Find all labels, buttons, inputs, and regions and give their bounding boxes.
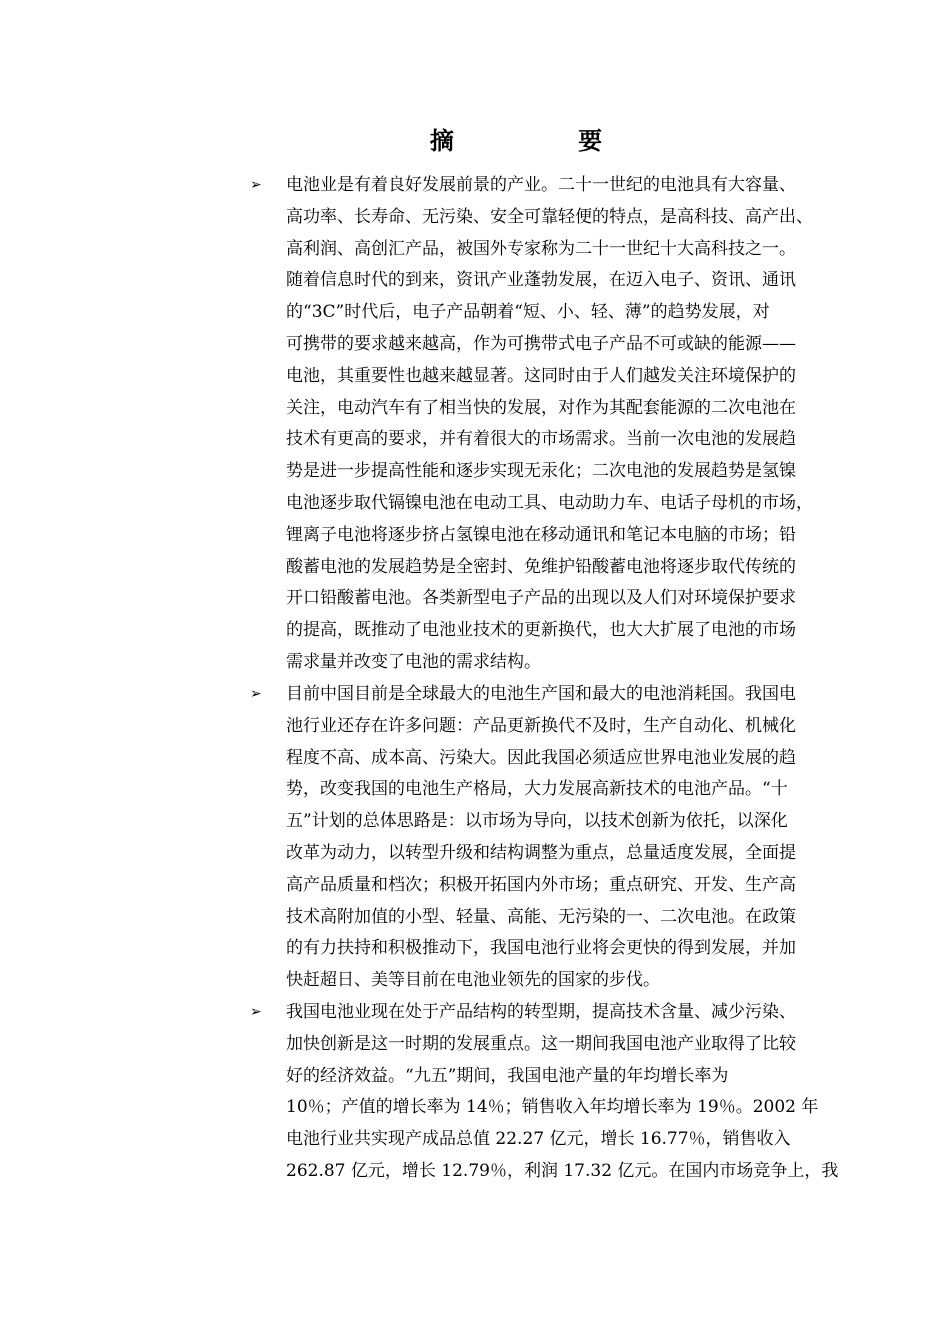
text-line: 高产品质量和档次；积极开拓国内外市场；重点研究、开发、生产高 — [286, 874, 796, 895]
text-line: 的“3C”时代后，电子产品朝着“短、小、轻、薄”的趋势发展，对 — [286, 302, 770, 323]
text-line: 电池业是有着良好发展前景的产业。二十一世纪的电池具有大容量、 — [286, 175, 796, 195]
text-line: 好的经济效益。“九五”期间，我国电池产量的年均增长率为 — [286, 1065, 729, 1086]
text-line: 技术有更高的要求，并有着很大的市场需求。当前一次电池的发展趋 — [286, 429, 796, 450]
text-line: 电池逐步取代镉镍电池在电动工具、电动助力车、电话子母机的市场， — [286, 492, 813, 513]
text-line: 酸蓄电池的发展趋势是全密封、免维护铅酸蓄电池将逐步取代传统的 — [286, 556, 796, 577]
text-line: 262.87 亿元，增长 12.79％，利润 17.32 亿元。在国内市场竞争上，我 — [286, 1160, 839, 1181]
text-line: 需求量并改变了电池的需求结构。 — [286, 651, 541, 672]
bullet-icon: ➢ — [250, 177, 262, 193]
text-line: 可携带的要求越来越高，作为可携带式电子产品不可或缺的能源—— — [286, 333, 796, 354]
paragraph-2 — [286, 679, 882, 997]
text-line: 电池行业共实现产成品总值 22.27 亿元，增长 16.77％，销售收入 — [286, 1129, 791, 1150]
text-line: 的有力扶持和积极推动下，我国电池行业将会更快的得到发展，并加 — [286, 938, 796, 959]
text-line: 电池，其重要性也越来越显著。这同时由于人们越发关注环境保护的 — [286, 365, 796, 386]
text-line: 关注，电动汽车有了相当快的发展，对作为其配套能源的二次电池在 — [286, 397, 796, 418]
paragraph-3 — [286, 997, 882, 1188]
text-line: 势是进一步提高性能和逐步实现无汞化；二次电池的发展趋势是氢镍 — [286, 461, 796, 482]
text-line: 我国电池业现在处于产品结构的转型期，提高技术含量、减少污染、 — [286, 1002, 796, 1022]
text-line: 加快创新是这一时期的发展重点。这一期间我国电池产业取得了比较 — [286, 1033, 796, 1054]
text-line: 势，改变我国的电池生产格局，大力发展高新技术的电池产品。“十 — [286, 779, 788, 800]
text-line: 高利润、高创汇产品，被国外专家称为二十一世纪十大高科技之一。 — [286, 238, 796, 259]
text-line: 改革为动力，以转型升级和结构调整为重点，总量适度发展，全面提 — [286, 842, 796, 863]
paragraph-1 — [286, 170, 882, 679]
bullet-icon: ➢ — [250, 1004, 262, 1020]
text-line: 目前中国目前是全球最大的电池生产国和最大的电池消耗国。我国电 — [286, 684, 796, 704]
text-line: 五”计划的总体思路是：以市场为导向，以技术创新为依托，以深化 — [286, 811, 788, 832]
text-line: 技术高附加值的小型、轻量、高能、无污染的一、二次电池。在政策 — [286, 906, 796, 927]
text-line: 开口铅酸蓄电池。各类新型电子产品的出现以及人们对环境保护要求 — [286, 588, 796, 609]
text-line: 高功率、长寿命、无污染、安全可靠轻便的特点，是高科技、高产出、 — [286, 206, 813, 227]
text-line: 程度不高、成本高、污染大。因此我国必须适应世界电池业发展的趋 — [286, 747, 796, 768]
text-line: 快赶超日、美等目前在电池业领先的国家的步伐。 — [286, 970, 660, 991]
text-line: 的提高，既推动了电池业技术的更新换代，也大大扩展了电池的市场 — [286, 620, 796, 641]
bullet-icon: ➢ — [250, 686, 262, 702]
page-title: 摘 要 — [429, 126, 661, 155]
text-line: 10％；产值的增长率为 14％；销售收入年均增长率为 19％。2002 年 — [286, 1097, 819, 1118]
text-line: 随着信息时代的到来，资讯产业蓬勃发展，在迈入电子、资讯、通讯 — [286, 270, 796, 291]
text-line: 锂离子电池将逐步挤占氢镍电池在移动通讯和笔记本电脑的市场；铅 — [286, 524, 796, 545]
text-line: 池行业还存在许多问题：产品更新换代不及时，生产自动化、机械化 — [286, 715, 796, 736]
